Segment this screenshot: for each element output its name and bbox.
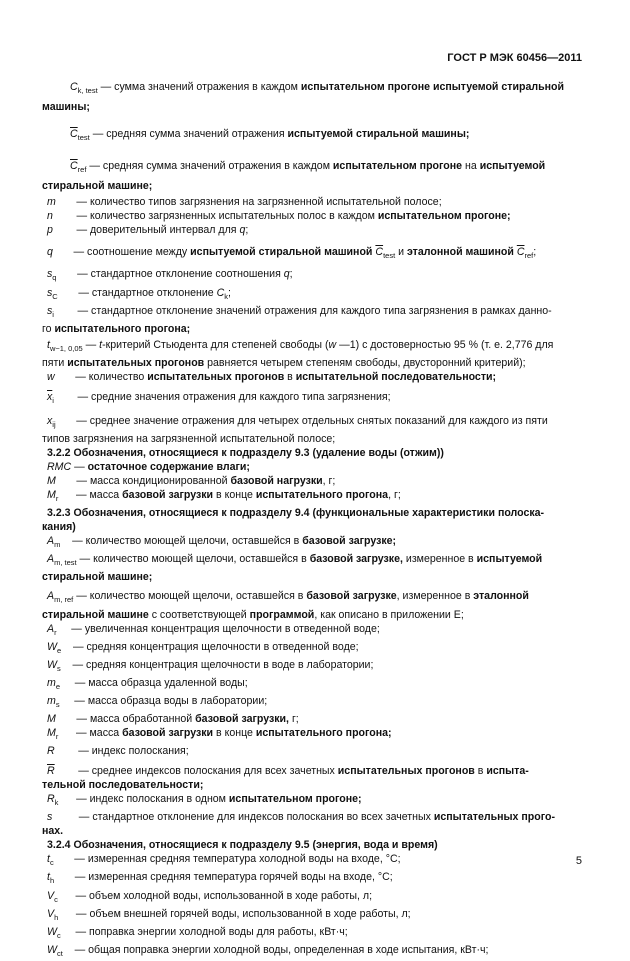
section-heading: 3.2.4 Обозначения, относящиеся к подразделу 9.5 (энергия, вода и время) bbox=[47, 839, 438, 852]
section-heading: кания) bbox=[42, 521, 76, 534]
section-heading: 3.2.3 Обозначения, относящиеся к подразделу 9.4 (функциональные характеристики полоска- bbox=[47, 507, 545, 520]
def-line: нах. bbox=[42, 825, 64, 838]
def-line: $\overline{x}_i$ — средние значения отражения для каждого типа загрязнения; bbox=[47, 390, 391, 405]
def-line: $C_{k, test}$ — сумма значений отражения в каждом испытательном прогоне испытуемой стиральной bbox=[70, 81, 564, 96]
def-line: n — количество загрязненных испытательных полос в каждом испытательном прогоне; bbox=[47, 210, 511, 223]
def-line: стиральной машине с соответствующей программой, как описано в приложении Е; bbox=[42, 608, 464, 621]
page-number: 5 bbox=[575, 855, 582, 867]
def-line: пяти испытательных прогонов равняется четырем степеням свободы, двусторонний критерий); bbox=[42, 356, 526, 369]
def-line: $V_c$ — объем холодной воды, использованной в ходе работы, л; bbox=[47, 889, 373, 904]
def-line: $M_r$ — масса базовой загрузки в конце испытательного прогона; bbox=[47, 727, 392, 742]
section-heading: 3.2.2 Обозначения, относящиеся к подразделу 9.3 (удаление воды (отжим)) bbox=[47, 447, 444, 460]
def-line: $\overline{C}_{test}$ — средняя сумма значений отражения испытуемой стиральной машины; bbox=[70, 128, 470, 143]
def-line: M — масса обработанной базовой загрузки, г; bbox=[47, 713, 299, 726]
def-line: $\overline{R}$ — среднее индексов полоскания для всех зачетных испытательных прогонов в испыта- bbox=[47, 765, 529, 778]
def-line: M — масса кондиционированной базовой нагрузки, г; bbox=[47, 475, 336, 488]
def-line: $t_{w-1, 0,05}$ — t-критерий Стьюдента для степеней свободы (w —1) с достоверностью 95 % (т. е. 2,776 для bbox=[47, 338, 554, 353]
def-line: q — соотношение между испытуемой стиральной машиной $\overline{C}_{test}$ и эталонной машиной $\overline{C}_{ref}$; bbox=[47, 246, 537, 261]
def-line: $A_{m, ref}$ — количество моющей щелочи, оставшейся в базовой загрузке, измеренное в эталонной bbox=[47, 590, 529, 605]
def-line: $\overline{C}_{ref}$ — средняя сумма значений отражения в каждом испытательном прогоне на испытуемой bbox=[70, 160, 546, 175]
def-line: типов загрязнения на загрязненной испытательной полосе; bbox=[42, 433, 336, 446]
def-line: $A_{m, test}$ — количество моющей щелочи, оставшейся в базовой загрузке, измеренное в испытуемой bbox=[47, 553, 543, 568]
def-line: p — доверительный интервал для q; bbox=[47, 224, 249, 237]
def-line: w — количество испытательных прогонов в испытательной последовательности; bbox=[47, 370, 497, 383]
def-line: го испытательного прогона; bbox=[42, 322, 191, 335]
def-line: $t_h$ — измеренная средняя температура горячей воды на входе, °С; bbox=[47, 871, 393, 886]
def-line: стиральной машине; bbox=[42, 180, 153, 193]
def-line: $A_r$ — увеличенная концентрация щелочности в отведенной воде; bbox=[47, 622, 380, 637]
def-line: машины; bbox=[42, 101, 90, 114]
def-line: $t_c$ — измеренная средняя температура холодной воды на входе, °С; bbox=[47, 853, 401, 868]
def-line: $R_k$ — индекс полоскания в одном испытательном прогоне; bbox=[47, 793, 362, 808]
def-line: $M_r$ — масса базовой загрузки в конце испытательного прогона, г; bbox=[47, 489, 401, 504]
def-line: R — индекс полоскания; bbox=[47, 745, 189, 758]
def-line: m — количество типов загрязнения на загрязненной испытательной полосе; bbox=[47, 196, 442, 209]
def-line: $W_c$ — поправка энергии холодной воды для работы, кВт·ч; bbox=[47, 925, 348, 940]
def-line: $s_C$ — стандартное отклонение $C_k$; bbox=[47, 286, 231, 301]
def-line: $s_q$ — стандартное отклонение соотношения q; bbox=[47, 268, 293, 283]
def-line: $m_e$ — масса образца удаленной воды; bbox=[47, 676, 248, 691]
def-line: $V_h$ — объем внешней горячей воды, использованной в ходе работы, л; bbox=[47, 907, 411, 922]
def-line: стиральной машине; bbox=[42, 571, 153, 584]
def-line: $W_e$ — средняя концентрация щелочности в отведенной воде; bbox=[47, 640, 359, 655]
def-line: $s_i$ — стандартное отклонение значений отражения для каждого типа загрязнения в рамках данно- bbox=[47, 304, 552, 319]
def-line: $W_s$ — средняя концентрация щелочности в воде в лаборатории; bbox=[47, 658, 374, 673]
def-line: $A_m$ — количество моющей щелочи, оставшейся в базовой загрузке; bbox=[47, 535, 397, 550]
def-line: тельной последовательности; bbox=[42, 779, 204, 792]
def-line: $x_{ij}$ — среднее значение отражения для четырех отдельных снятых показаний для каждого из пяти bbox=[47, 414, 548, 430]
standard-header: ГОСТ Р МЭК 60456—2011 bbox=[447, 52, 582, 64]
def-line: $m_s$ — масса образца воды в лаборатории; bbox=[47, 694, 268, 710]
def-line: $W_{ct}$ — общая поправка энергии холодной воды, определенная в ходе испытания, кВт·ч; bbox=[47, 943, 489, 958]
def-line: s — стандартное отклонение для индексов полоскания во всех зачетных испытательных прого- bbox=[47, 811, 556, 824]
document-body bbox=[42, 78, 584, 958]
def-line: RMC — остаточное содержание влаги; bbox=[47, 461, 250, 474]
